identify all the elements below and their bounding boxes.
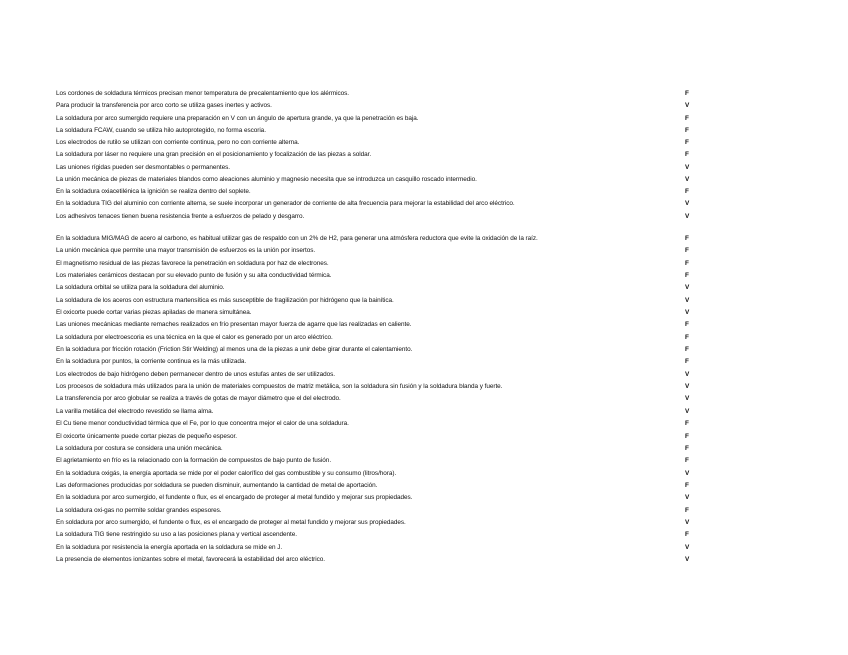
answer-mark: V — [685, 370, 690, 378]
answer-mark: F — [685, 420, 689, 428]
answer-mark: V — [685, 469, 690, 477]
statement-text: En la soldadura TIG del aluminio con corriente alterna, se suele incorporar un generador de corriente de alta frecuencia para mejorar la estabilidad del arco eléctrico. — [56, 200, 515, 208]
statement-text: La transferencia por arco globular se realiza a través de gotas de mayor diámetro que el del electrodo. — [56, 395, 341, 403]
answer-mark: V — [685, 555, 690, 563]
answer-mark: V — [685, 395, 690, 403]
answer-mark: V — [685, 175, 690, 183]
statement-text: Las uniones mecánicas mediante remaches realizados en frío presentan mayor fuerza de agarre que las realizadas en caliente. — [56, 321, 412, 329]
statement-text: En la soldadura oxiacetilénica la ignición se realiza dentro del soplete. — [56, 188, 251, 195]
statement-text: La soldadura FCAW, cuando se utiliza hilo autoprotegido, no forma escoria. — [56, 126, 266, 134]
answer-mark: V — [685, 102, 690, 110]
answer-mark: F — [685, 531, 689, 539]
statement-row — [56, 480, 696, 492]
statement-row — [56, 174, 696, 186]
statement-row — [56, 344, 696, 356]
statement-text: La soldadura por electroescoria es una técnica en la que el calor es generado por un arco eléctrico. — [56, 333, 333, 341]
statement-row — [56, 270, 696, 282]
answer-mark: F — [685, 321, 689, 329]
answer-mark: F — [685, 259, 689, 267]
statement-row — [56, 431, 696, 443]
answer-mark: F — [685, 346, 689, 354]
answer-mark: V — [685, 518, 690, 526]
answer-mark: F — [685, 432, 689, 440]
answer-mark: F — [685, 506, 689, 514]
statement-row — [56, 443, 696, 455]
statement-text: En la soldadura por arco sumergido, el fundente o flux, es el encargado de proteger al metal fundido y mejorar sus propiedades. — [56, 494, 413, 502]
statement-row — [56, 125, 696, 137]
answer-mark: V — [685, 163, 690, 171]
statement-row — [56, 529, 696, 541]
answer-mark: F — [685, 247, 689, 255]
statement-text: Para producir la transferencia por arco corto se utiliza gases inertes y activos. — [56, 102, 272, 110]
statement-row — [56, 258, 696, 270]
statement-row — [56, 369, 696, 381]
statement-text: Los adhesivos tenaces tienen buena resistencia frente a esfuerzos de pelado y desgarro. — [56, 212, 305, 220]
statement-text: En la soldadura oxigás, la energía aportada se mide por el poder calorífico del gas combustible y su consumo (litros/hora). — [56, 469, 397, 477]
statement-text: La soldadura TIG tiene restringido su uso a las posiciones plana y vertical ascendente. — [56, 531, 298, 539]
answer-mark: F — [685, 481, 689, 489]
statement-row — [56, 455, 696, 467]
answer-mark: F — [685, 188, 689, 195]
statement-text: La soldadura de los aceros con estructura martensítica es más susceptible de fragilización por hidrógeno que la bainítica. — [56, 296, 394, 304]
statement-text: Los procesos de soldadura más utilizados para la unión de materiales compuestos de matriz metálica, son la soldadura sin fusión y la soldadura blanda y fuerte. — [56, 383, 503, 391]
statement-text: La unión mecánica que permite una mayor transmisión de esfuerzos es la unión por insertos. — [56, 247, 316, 255]
statement-text: En la soldadura por fricción rotación (Friction Stir Welding) al menos una de la piezas a unir debe girar durante el calentamiento. — [56, 346, 413, 354]
statement-text: En soldadura por arco sumergido, el fundente o flux, es el encargado de proteger al metal fundido y mejorar sus propiedades. — [56, 518, 406, 526]
statement-row — [56, 554, 696, 566]
answer-mark: F — [685, 444, 689, 452]
statement-row — [56, 393, 696, 405]
answer-mark: F — [685, 126, 689, 134]
statement-row — [56, 245, 696, 257]
statement-row — [56, 211, 696, 223]
statement-row — [56, 356, 696, 368]
answer-mark: F — [685, 139, 689, 146]
statement-row — [56, 542, 696, 554]
answer-mark: V — [685, 309, 690, 317]
statement-row — [56, 381, 696, 393]
answer-mark: V — [685, 494, 690, 502]
statement-text: Los materiales cerámicos destacan por su elevado punto de fusión y su alta conductividad térmica. — [56, 272, 332, 280]
statement-row — [56, 332, 696, 344]
statement-text: La presencia de elementos ionizantes sobre el metal, favorecerá la estabilidad del arco eléctrico. — [56, 555, 325, 563]
statement-row — [56, 113, 696, 125]
answer-mark: V — [685, 200, 690, 208]
statement-row — [56, 517, 696, 529]
statement-row — [56, 233, 696, 245]
statement-text: Los electrodos de rutilo se utilizan con corriente continua, pero no con corriente alterna. — [56, 139, 300, 146]
answer-mark: V — [685, 296, 690, 304]
statement-row — [56, 406, 696, 418]
statement-row — [56, 149, 696, 161]
statement-text: La soldadura por láser no requiere una gran precisión en el posicionamiento y focalización de las piezas a soldar. — [56, 151, 372, 159]
answer-mark: F — [685, 457, 689, 465]
statement-text: El oxicorte puede cortar varias piezas apiladas de manera simultánea. — [56, 309, 252, 317]
answer-mark: F — [685, 151, 689, 159]
statement-text: La soldadura oxi-gas no permite soldar grandes espesores. — [56, 506, 222, 514]
statements-block-2 — [56, 233, 696, 566]
statement-text: En la soldadura por resistencia la energía aportada en la soldadura se mide en J. — [56, 543, 283, 551]
statement-text: El oxicorte únicamente puede cortar piezas de pequeño espesor. — [56, 432, 237, 440]
statement-text: La varilla metálica del electrodo revestido se llama alma. — [56, 407, 214, 415]
statement-row — [56, 137, 696, 149]
statement-text: Los electrodos de bajo hidrógeno deben permanecer dentro de unos estufas antes de ser utilizados. — [56, 370, 336, 378]
answer-mark: F — [685, 333, 689, 341]
statement-row — [56, 282, 696, 294]
statement-text: Las deformaciones producidas por soldadura se pueden disminuir, aumentando la cantidad de metal de aportación. — [56, 481, 378, 489]
answer-mark: V — [685, 407, 690, 415]
answer-mark: F — [685, 235, 689, 242]
statement-row — [56, 198, 696, 210]
answer-mark: V — [685, 284, 690, 292]
statement-text: El agrietamiento en frío es la relacionado con la formación de compuestos de bajo punto de fusión. — [56, 457, 332, 465]
statement-text: La soldadura por costura se considera una unión mecánica. — [56, 444, 223, 452]
answer-mark: V — [685, 543, 690, 551]
answer-mark: V — [685, 212, 690, 220]
statement-text: El Cu tiene menor conductividad térmica que el Fe, por lo que concentra mejor el calor de una soldadura. — [56, 420, 349, 428]
statement-row — [56, 100, 696, 112]
statement-text: Las uniones rígidas pueden ser desmontables o permanentes. — [56, 163, 231, 171]
statement-row — [56, 88, 696, 100]
statement-text: En la soldadura por puntos, la corriente continua es la más utilizada. — [56, 358, 247, 366]
answer-mark: F — [685, 358, 689, 366]
statement-row — [56, 505, 696, 517]
statement-text: La unión mecánica de piezas de materiales blandos como aleaciones aluminio y magnesio necesita que se introduzca un casquillo roscado intermedio. — [56, 175, 477, 183]
statement-text: Los cordones de soldadura térmicos precisan menor temperatura de precalentamiento que los alérmicos. — [56, 90, 350, 97]
statements-block-1 — [56, 88, 696, 223]
answer-mark: F — [685, 90, 689, 97]
statement-row — [56, 319, 696, 331]
statement-row — [56, 186, 696, 198]
answer-mark: F — [685, 272, 689, 280]
statement-row — [56, 295, 696, 307]
statement-text: El magnetismo residual de las piezas favorece la penetración en soldadura por haz de electrones. — [56, 259, 329, 267]
answer-mark: V — [685, 383, 690, 391]
statement-text: La soldadura por arco sumergido requiere una preparación en V con un ángulo de apertura grande, ya que la penetración es baja. — [56, 114, 419, 122]
statement-row — [56, 492, 696, 504]
statement-row — [56, 307, 696, 319]
statement-row — [56, 162, 696, 174]
statement-text: La soldadura orbital se utiliza para la soldadura del aluminio. — [56, 284, 225, 292]
statement-row — [56, 418, 696, 430]
answer-mark: F — [685, 114, 689, 122]
statement-row — [56, 468, 696, 480]
statement-text: En la soldadura MIG/MAG de acero al carbono, es habitual utilizar gas de respaldo con un 2% de H2, para generar una atmósfera reductora que evite la oxidación de la raíz. — [56, 235, 538, 242]
